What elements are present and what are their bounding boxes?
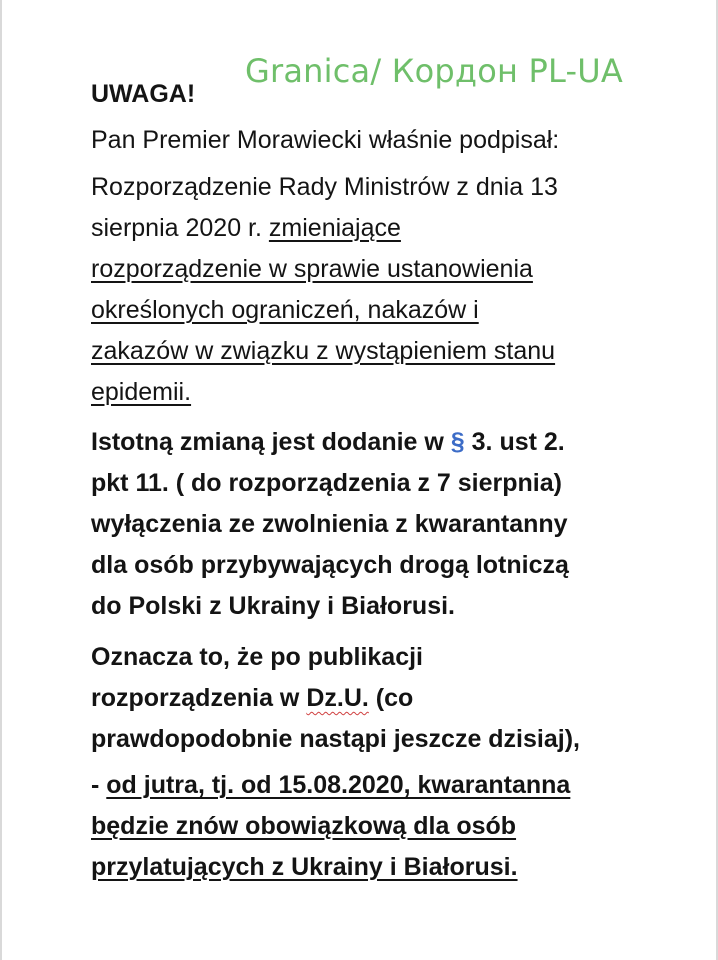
quarantine-line-2 (91, 806, 651, 847)
heading: UWAGA! (91, 80, 196, 108)
paragraph-regulation (91, 167, 651, 413)
regulation-line-2 (91, 208, 651, 249)
regulation-title-start: zmieniające (268, 214, 401, 242)
regulation-line-4 (91, 290, 651, 331)
regulation-title-line-3: rozporządzenie w sprawie ustanowienia (91, 255, 533, 283)
change-line-1 (91, 422, 651, 463)
quarantine-line-1 (91, 765, 651, 806)
meaning-line-2 (91, 678, 651, 719)
regulation-date-text: sierpnia 2020 r. (91, 214, 269, 242)
watermark-caption: Granica/ Кордон PL-UA (245, 52, 623, 90)
paragraph-meaning (91, 637, 651, 760)
change-line-1-start: Istotną zmianą jest dodanie w (91, 428, 451, 456)
change-line-4: dla osób przybywających drogą lotniczą (91, 551, 569, 579)
meaning-line-2-start: rozporządzenia w (91, 684, 307, 712)
paragraph-quarantine (91, 765, 651, 888)
regulation-title-line-5: zakazów w związku z wystąpieniem stanu (91, 337, 556, 365)
section-sign: § (450, 428, 465, 456)
change-line-3: wyłączenia ze zwolnienia z kwarantanny (91, 510, 568, 538)
intro-line: Pan Premier Morawiecki właśnie podpisał: (91, 126, 560, 154)
paragraph-change (91, 422, 651, 627)
change-line-1-end: 3. ust 2. (464, 428, 565, 456)
quarantine-line-3 (91, 847, 651, 888)
regulation-line-6 (91, 372, 651, 413)
meaning-line-2-end: (co (368, 684, 414, 712)
quarantine-dash: - (91, 771, 107, 799)
document-body (91, 74, 651, 888)
change-line-5: do Polski z Ukrainy i Białorusi. (91, 592, 455, 620)
regulation-line-1: Rozporządzenie Rady Ministrów z dnia 13 (91, 173, 558, 201)
regulation-line-3 (91, 249, 651, 290)
quarantine-travellers-text: przylatujących z Ukrainy i Białorusi. (91, 853, 518, 881)
regulation-title-line-4: określonych ograniczeń, nakazów i (91, 296, 479, 324)
change-line-2: pkt 11. ( do rozporządzenia z 7 sierpnia) (91, 469, 562, 497)
meaning-line-1: Oznacza to, że po publikacji (91, 643, 424, 671)
regulation-line-5 (91, 331, 651, 372)
quarantine-obligation-text: będzie znów obowiązkową dla osób (91, 812, 517, 840)
quarantine-date-text: od jutra, tj. od 15.08.2020, kwarantanna (106, 771, 571, 799)
journal-abbreviation: Dz.U. (306, 684, 369, 712)
meaning-line-3: prawdopodobnie nastąpi jeszcze dzisiaj), (91, 725, 580, 753)
regulation-title-line-6: epidemii. (91, 378, 192, 406)
